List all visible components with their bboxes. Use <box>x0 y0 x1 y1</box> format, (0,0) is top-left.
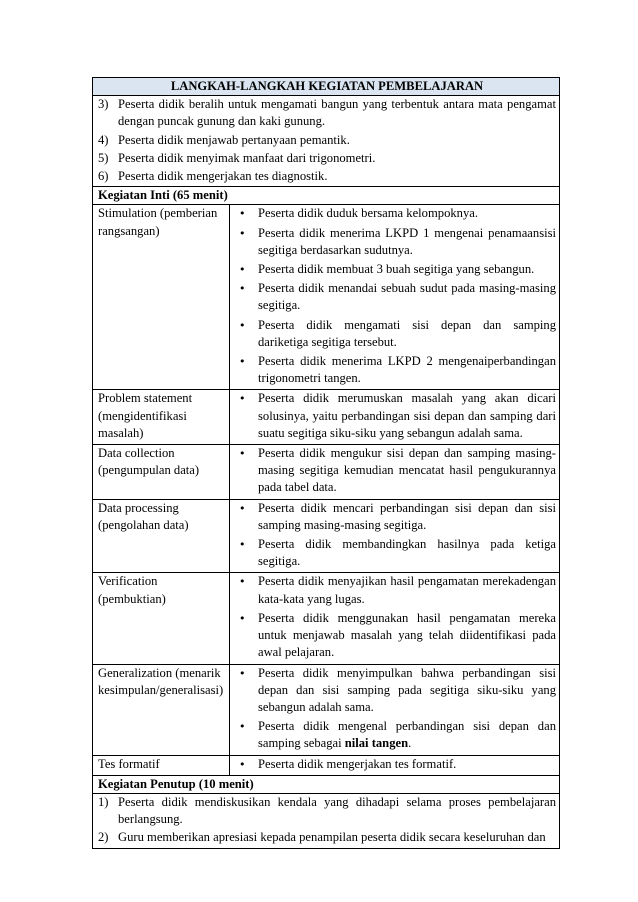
stage-activities <box>230 755 560 775</box>
section-title-inti: Kegiatan Inti (65 menit) <box>93 187 560 205</box>
activity-item: • Peserta didik membuat 3 buah segitiga yang sebangun. <box>235 261 556 278</box>
penutup-title-row <box>93 775 560 793</box>
inti-title-row <box>93 187 560 205</box>
stage-activities <box>230 664 560 755</box>
stage-label: Problem statement (mengidentifikasi masalah) <box>93 390 230 445</box>
activity-item: • Peserta didik menyajikan hasil pengamatan merekadengan kata-kata yang lugas. <box>235 573 556 607</box>
header-row <box>93 78 560 96</box>
item-number: 2) <box>98 830 109 845</box>
item-text: Peserta didik mengerjakan tes diagnostik. <box>118 169 328 184</box>
activity-item: • Peserta didik mengerjakan tes formatif. <box>235 756 556 773</box>
activity-item: • Peserta didik membandingkan hasilnya pada ketiga segitiga. <box>235 536 556 570</box>
pendahuluan-list <box>98 96 556 185</box>
stage-activities <box>230 445 560 500</box>
activity-item: • Peserta didik menerima LKPD 1 mengenai penamaansisi segitiga berdasarkan sudutnya. <box>235 225 556 259</box>
table-header: LANGKAH-LANGKAH KEGIATAN PEMBELAJARAN <box>93 78 560 96</box>
list-item <box>98 132 556 149</box>
keyword-bold: nilai tangen <box>344 736 409 751</box>
penutup-row <box>93 793 560 848</box>
activity-item: • Peserta didik menerima LKPD 2 mengenaiperbandingan trigonometri tangen. <box>235 353 556 387</box>
activity-list <box>235 573 556 661</box>
lesson-steps-table <box>92 77 560 849</box>
item-text: Peserta didik mengenal perbandingan sisi depan dan samping sebagai <box>258 719 556 751</box>
stage-row <box>93 390 560 445</box>
activity-list <box>235 390 556 442</box>
activity-list <box>235 665 556 753</box>
stage-activities <box>230 390 560 445</box>
activity-item: • Peserta didik merumuskan masalah yang akan dicari solusinya, yaitu perbandingan sisi depan dan samping dari suatu segitiga siku-siku yang sebangun adalah sama. <box>235 390 556 442</box>
activity-list <box>235 756 556 773</box>
stage-label: Verification (pembuktian) <box>93 573 230 664</box>
stage-row <box>93 499 560 573</box>
stage-label: Stimulation (pemberian rangsangan) <box>93 205 230 390</box>
stage-label: Generalization (menarik kesimpulan/generalisasi) <box>93 664 230 755</box>
item-text: Guru memberikan apresiasi kepada penampilan peserta didik secara keseluruhan dan <box>118 830 546 845</box>
activity-item: • Peserta didik duduk bersama kelompoknya. <box>235 205 556 222</box>
stage-activities <box>230 205 560 390</box>
list-item <box>98 829 556 846</box>
stage-label: Tes formatif <box>93 755 230 775</box>
activity-item: • Peserta didik menyimpulkan bahwa perbandingan sisi depan dan sisi samping pada segitiga siku-siku yang sebangun adalah sama. <box>235 665 556 717</box>
stage-row <box>93 664 560 755</box>
item-number: 1) <box>98 794 109 809</box>
stage-row <box>93 573 560 664</box>
item-text: . <box>408 736 412 751</box>
item-number: 6) <box>98 169 109 184</box>
activity-list <box>235 445 556 497</box>
stages-body <box>93 205 560 775</box>
stage-label: Data collection (pengumpulan data) <box>93 445 230 500</box>
item-text: Peserta didik menyimak manfaat dari trigonometri. <box>118 150 376 165</box>
item-number: 3) <box>98 97 109 112</box>
activity-item: • Peserta didik mengamati sisi depan dan samping dariketiga segitiga tersebut. <box>235 317 556 351</box>
item-text: Peserta didik beralih untuk mengamati bangun yang terbentuk antara mata pengamat dengan puncak gunung dan kaki gunung. <box>118 97 556 129</box>
list-item <box>98 96 556 130</box>
section-title-penutup: Kegiatan Penutup (10 menit) <box>93 775 560 793</box>
list-item <box>98 150 556 167</box>
list-item <box>98 794 556 828</box>
penutup-list <box>98 794 556 847</box>
stage-label: Data processing (pengolahan data) <box>93 499 230 573</box>
activity-list <box>235 500 556 571</box>
item-number: 5) <box>98 150 109 165</box>
list-item <box>98 168 556 185</box>
item-text: Peserta didik mendiskusikan kendala yang dihadapi selama proses pembelajaran berlangsung. <box>118 794 556 827</box>
item-number: 4) <box>98 132 109 147</box>
activity-list <box>235 205 556 387</box>
pendahuluan-row <box>93 96 560 187</box>
activity-item: • Peserta didik menandai sebuah sudut pada masing-masing segitiga. <box>235 280 556 314</box>
stage-activities <box>230 573 560 664</box>
activity-item: • Peserta didik mengukur sisi depan dan samping masing-masing segitiga kemudian mencatat hasil pengukurannya pada tabel data. <box>235 445 556 497</box>
stage-row <box>93 755 560 775</box>
item-text: Peserta didik menjawab pertanyaan pemantik. <box>118 132 350 147</box>
stage-activities <box>230 499 560 573</box>
stage-row <box>93 205 560 390</box>
activity-item <box>235 718 556 752</box>
activity-item: • Peserta didik mencari perbandingan sisi depan dan sisi samping masing-masing segitiga. <box>235 500 556 534</box>
activity-item: • Peserta didik menggunakan hasil pengamatan mereka untuk menjawab masalah yang telah diidentifikasi pada awal pelajaran. <box>235 610 556 662</box>
stage-row <box>93 445 560 500</box>
